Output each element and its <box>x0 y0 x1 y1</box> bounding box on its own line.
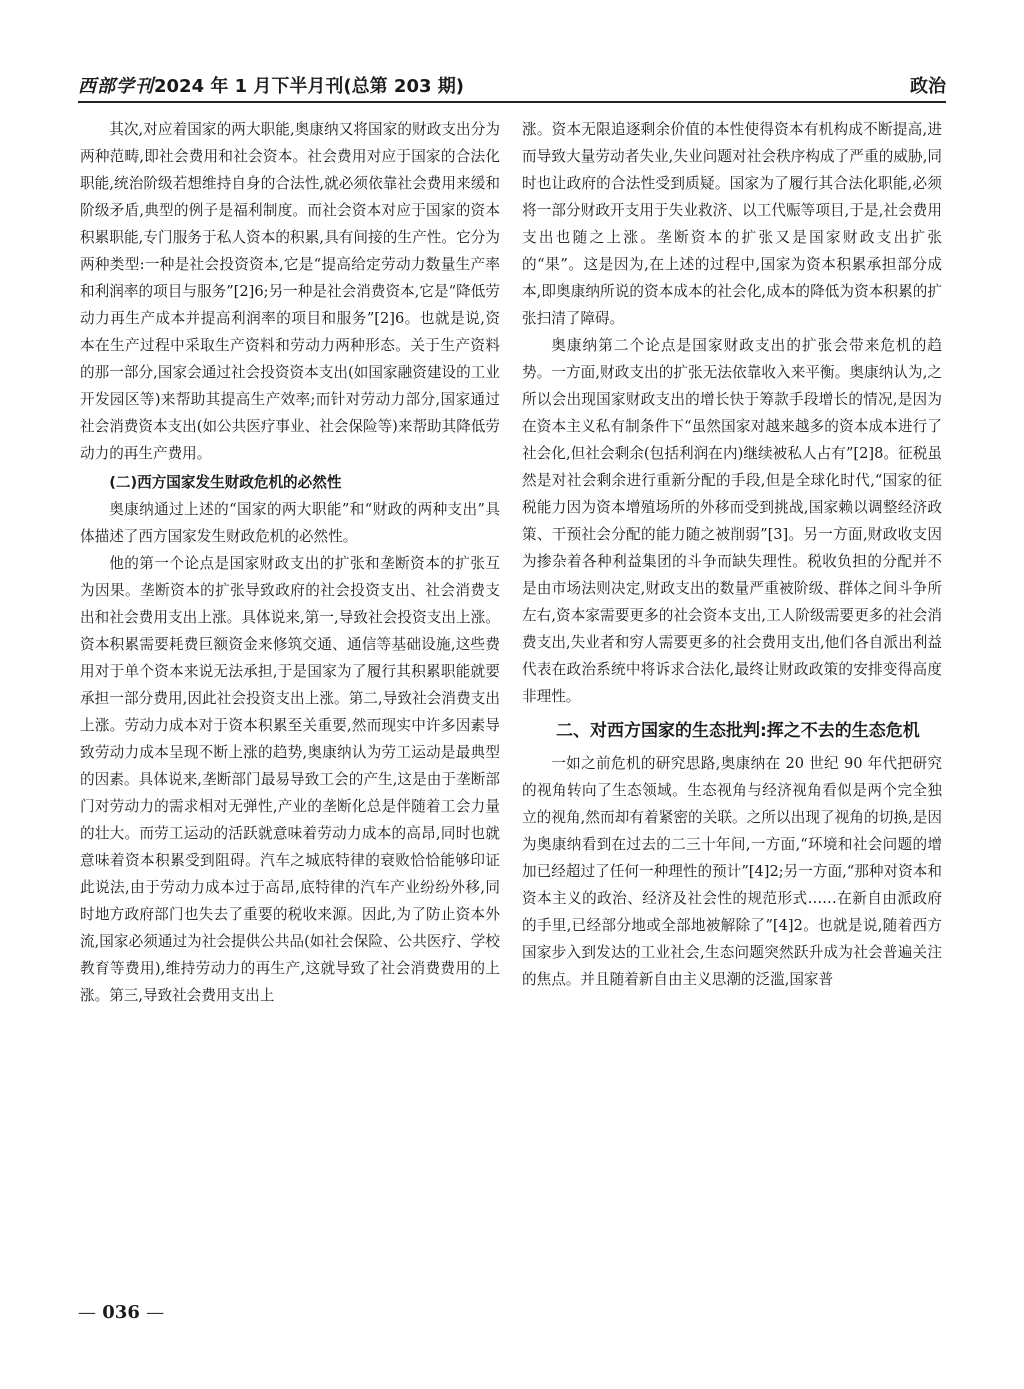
section-label: 政治 <box>910 76 946 97</box>
right-column <box>522 116 942 993</box>
footer-dash-right: — <box>146 1302 165 1323</box>
subsection-heading: (二)西方国家发生财政危机的必然性 <box>109 474 342 491</box>
page-footer <box>78 1302 164 1323</box>
paragraph: 其次,对应着国家的两大职能,奥康纳又将国家的财政支出分为两种范畴,即社会费用和社会资本。社会费用对应于国家的合法化职能,统治阶级若想维持自身的合法性,就必须依靠社会费用来缓和阶级矛盾,典型的例子是福利制度。而社会资本对应于国家的资本积累职能,专门服务于私人资本的积累,具有间接的生产性。它分为两种类型:一种是社会投资资本,它是“提高给定劳动力数量生产率和利润率的项目与服务”[2]6;另一种是社会消费资本,它是“降低劳动力再生产成本并提高利润率的项目和服务”[2]6。也就是说,资本在生产过程中采取生产资料和劳动力两种形态。关于生产资料的那一部分,国家会通过社会投资资本支出(如国家融资建设的工业开发园区等)来帮助其提高生产效率;而针对劳动力部分,国家通过社会消费资本支出(如公共医疗事业、社会保险等)来帮助其降低劳动力的再生产费用。 <box>80 121 501 462</box>
journal-title <box>78 72 464 98</box>
header-rule <box>78 101 946 103</box>
paragraph: 奥康纳第二个论点是国家财政支出的扩张会带来危机的趋势。一方面,财政支出的扩张无法依靠收入来平衡。奥康纳认为,之所以会出现国家财政支出的增长快于筹款手段增长的情况,是因为在资本主义私有制条件下“虽然国家对越来越多的资本成本进行了社会化,但社会剩余(包括利润在内)继续被私人占有”[2]8。征税虽然是对社会剩余进行重新分配的手段,但是全球化时代,“国家的征税能力因为资本增殖场所的外移而受到挑战,国家赖以调整经济政策、干预社会分配的能力随之被削弱”[3]。另一方面,财政收支因为掺杂着各种利益集团的斗争而缺失理性。税收负担的分配并不是由市场法则决定,财政支出的数量严重被阶级、群体之间斗争所左右,资本家需要更多的社会资本支出,工人阶级需要更多的社会消费支出,失业者和穷人需要更多的社会费用支出,他们各自派出利益代表在政治系统中将诉求合法化,最终让财政政策的安排变得高度非理性。 <box>522 337 942 705</box>
paragraph-continued: 涨。资本无限追逐剩余价值的本性使得资本有机构成不断提高,进而导致大量劳动者失业,失业问题对社会秩序构成了严重的威胁,同时也让政府的合法性受到质疑。国家为了履行其合法化职能,必须将一部分财政开支用于失业救济、以工代赈等项目,于是,社会费用支出也随之上涨。垄断资本的扩张又是国家财政支出扩张的“果”。这是因为,在上述的过程中,国家为资本积累承担部分成本,即奥康纳所说的资本成本的社会化,成本的降低为资本积累的扩张扫清了障碍。 <box>522 121 942 327</box>
page-header <box>78 60 946 100</box>
paragraph: 他的第一个论点是国家财政支出的扩张和垄断资本的扩张互为因果。垄断资本的扩张导致政府的社会投资支出、社会消费支出和社会费用支出上涨。具体说来,第一,导致社会投资支出上涨。资本积累需要耗费巨额资金来修筑交通、通信等基础设施,这些费用对于单个资本来说无法承担,于是国家为了履行其积累职能就要承担一部分费用,因此社会投资支出上涨。第二,导致社会消费支出上涨。劳动力成本对于资本积累至关重要,然而现实中许多因素导致劳动力成本呈现不断上涨的趋势,奥康纳认为劳工运动是最典型的因素。具体说来,垄断部门最易导致工会的产生,这是由于垄断部门对劳动力的需求相对无弹性,产业的垄断化总是伴随着工会力量的壮大。而劳工运动的活跃就意味着劳动力成本的高昂,同时也就意味着资本积累受到阻碍。汽车之城底特律的衰败恰恰能够印证此说法,由于劳动力成本过于高昂,底特律的汽车产业纷纷外移,同时地方政府部门也失去了重要的税收来源。因此,为了防止资本外流,国家必须通过为社会提供公共品(如社会保险、公共医疗、学校教育等费用),维持劳动力的再生产,这就导致了社会消费费用的上涨。第三,导致社会费用支出上 <box>80 555 500 1004</box>
left-column <box>80 116 500 1009</box>
paragraph: 一如之前危机的研究思路,奥康纳在 20 世纪 90 年代把研究的视角转向了生态领域。生态视角与经济视角看似是两个完全独立的视角,然而却有着紧密的关联。之所以出现了视角的切换,是因为奥康纳看到在过去的二三十年间,一方面,“环境和社会问题的增加已经超过了任何一种理性的预计”[4]2;另一方面,“那种对资本和资本主义的政治、经济及社会性的规范形式……在新自由派政府的手里,已经部分地或全部地被解除了”[4]2。也就是说,随着西方国家步入到发达的工业社会,生态问题突然跃升成为社会普遍关注的焦点。并且随着新自由主义思潮的泛滥,国家普 <box>522 755 942 988</box>
page-number: 036 <box>102 1302 140 1323</box>
section-heading: 二、对西方国家的生态批判:挥之不去的生态危机 <box>556 721 920 741</box>
footer-dash-left: — <box>78 1302 96 1323</box>
paragraph: 奥康纳通过上述的“国家的两大职能”和“财政的两种支出”具体描述了西方国家发生财政危机的必然性。 <box>80 501 500 545</box>
journal-issue: 2024 年 1 月下半月刊(总第 203 期) <box>154 76 464 97</box>
journal-logo: 西部学刊 <box>78 76 154 97</box>
